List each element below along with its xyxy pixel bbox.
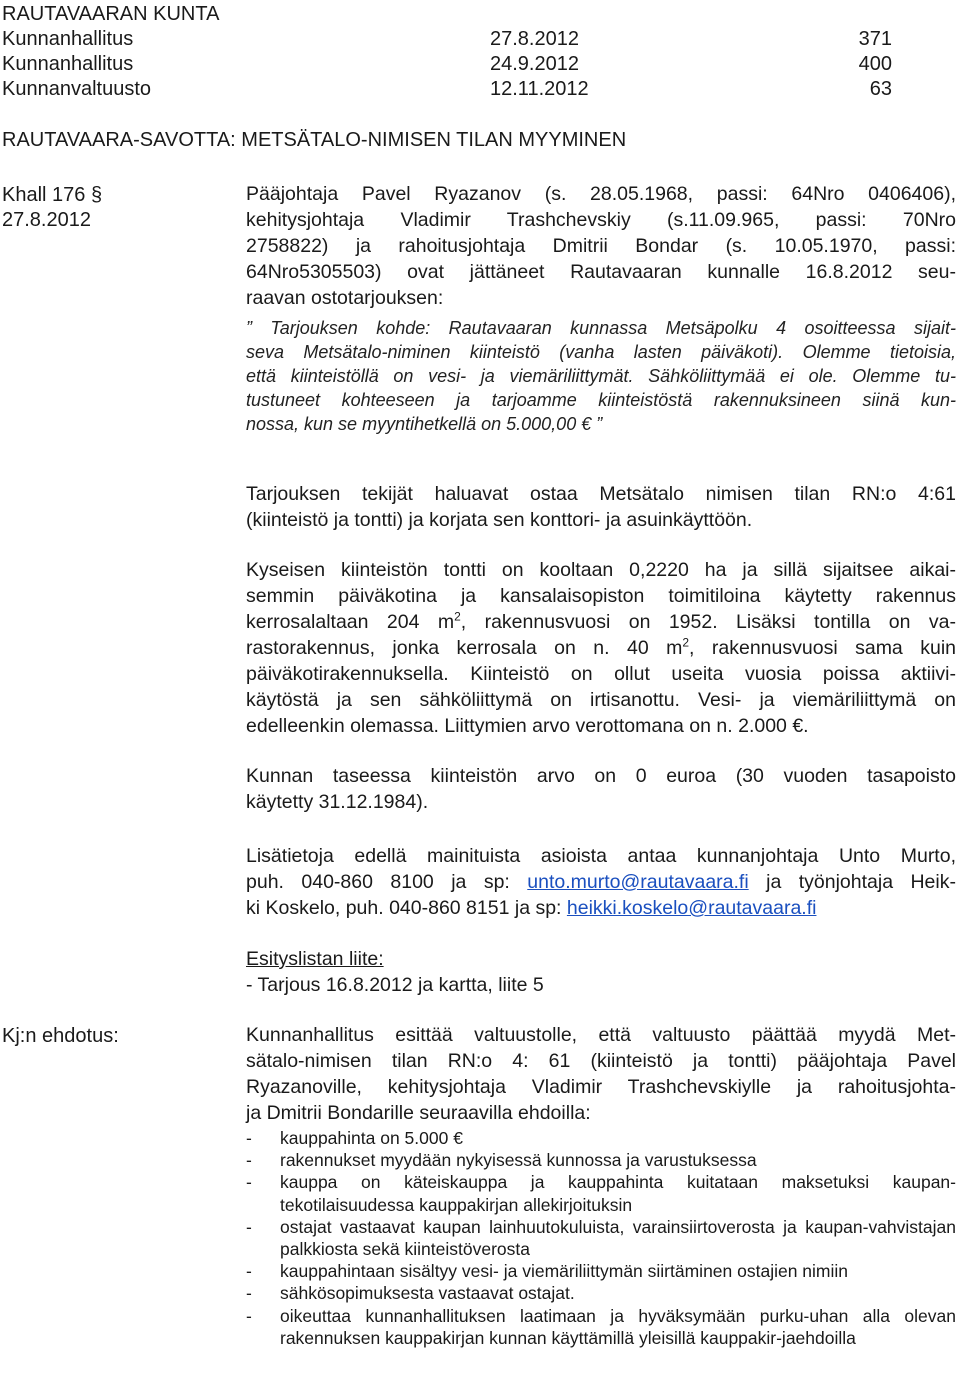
intro-paragraph: [246, 181, 956, 311]
meeting-date: 24.9.2012: [490, 53, 579, 75]
text-line: raavan ostotarjouksen:: [246, 287, 444, 309]
contact-paragraph: [246, 843, 956, 921]
text-line: Ryazanoville, kehitysjohtaja Vladimir Trashchevskiylle ja rahoitusjohta-: [246, 1076, 956, 1098]
list-item: - rakennukset myydään nykyisessä kunnossa ja varustuksessa: [246, 1150, 757, 1171]
text-fragment: , rakennusvuosi sama kuin: [689, 637, 956, 659]
text-line: Lisätietoja edellä mainituista asioista antaa kunnanjohtaja Unto Murto,: [246, 845, 956, 867]
list-item-text: kauppahintaan sisältyy vesi- ja viemäriliittymän siirtäminen ostajien nimiin: [280, 1261, 849, 1282]
text-line: käytöstä ja sen sähköliittymä on irtisanottu. Vesi- ja viemäriliittymä on: [246, 689, 956, 711]
text-line: [246, 895, 956, 921]
meeting-number: 371: [858, 28, 892, 50]
meeting-number: 400: [858, 53, 892, 75]
text-fragment: rastorakennus, jonka kerrosala on n. 40 m: [246, 637, 683, 659]
list-item: - sähkösopimuksesta vastaavat ostajat.: [246, 1283, 575, 1304]
section-date: 27.8.2012: [2, 209, 91, 231]
meeting-date: 27.8.2012: [490, 28, 579, 50]
text-line: Tarjouksen tekijät haluavat ostaa Metsätalo nimisen tilan RN:o 4:61: [246, 483, 956, 505]
list-item: - kauppahinta on 5.000 €: [246, 1128, 463, 1148]
proposal-intro: [246, 1022, 956, 1126]
text-line: nossa, kun se myyntihetkellä on 5.000,00 € ”: [246, 414, 603, 434]
list-item: - ostajat vastaavat kaupan lainhuutokuluista, varainsiirtoverosta ja kaupan-vahvistajan palkkiosta sekä kiinteistöverosta: [246, 1216, 956, 1260]
meeting-body: Kunnanhallitus: [2, 28, 134, 50]
text-line: (kiinteistö ja tontti) ja korjata sen konttori- ja asuinkäyttöön.: [246, 509, 753, 531]
attachments-item: - Tarjous 16.8.2012 ja kartta, liite 5: [246, 974, 544, 996]
text-line: päiväkotirakennuksella. Kiinteistö on ollut useita vuosia poissa aktiivi-: [246, 663, 956, 685]
document-title: RAUTAVAARA-SAVOTTA: METSÄTALO-NIMISEN TILAN MYYMINEN: [2, 129, 627, 151]
text-fragment: , rakennusvuosi on 1952. Lisäksi tontilla on va-: [460, 611, 956, 633]
list-item-text: oikeuttaa kunnanhallituksen laatimaan ja hyväksymään purku-uhan alla olevan rakennuksen kauppakirjan kunnan käyttämillä yleisillä kauppakir-jaehdoilla: [280, 1305, 956, 1348]
list-item-text: ostajat vastaavat kaupan lainhuutokuluista, varainsiirtoverosta ja kaupan-vahvistajan palkkiosta sekä kiinteistöverosta: [280, 1216, 956, 1260]
text-line: Pääjohtaja Pavel Ryazanov (s. 28.05.1968, passi: 64Nro 0406406),: [246, 183, 956, 205]
email-link-unto[interactable]: unto.murto@rautavaara.fi: [527, 871, 749, 893]
text-line: sätalo-nimisen tilan RN:o 4: 61 (kiinteistö ja tontti) pääjohtaja Pavel: [246, 1050, 956, 1072]
text-fragment: ja työnjohtaja Heik-: [748, 871, 956, 893]
list-item-text: rakennukset myydään nykyisessä kunnossa ja varustuksessa: [280, 1150, 757, 1171]
text-line: ” Tarjouksen kohde: Rautavaaran kunnassa Metsäpolku 4 osoitteessa sijait-: [246, 318, 956, 338]
text-line: kehitysjohtaja Vladimir Trashchevskiy (s.11.09.965, passi: 70Nro: [246, 209, 956, 231]
text-fragment: ki Koskelo, puh. 040-860 8151 ja sp:: [246, 897, 567, 919]
property-paragraph: [246, 557, 956, 739]
text-line: [246, 869, 956, 895]
text-fragment: kerrosalaltaan 204 m: [246, 611, 455, 633]
text-line: 2758822) ja rahoitusjohtaja Dmitrii Bondar (s. 10.05.1970, passi:: [246, 235, 956, 257]
meeting-number: 63: [869, 78, 892, 100]
text-line: Kunnanhallitus esittää valtuustolle, että valtuusto päättää myydä Met-: [246, 1024, 956, 1046]
superscript: 2: [454, 609, 461, 624]
text-line: Kyseisen kiinteistön tontti on kooltaan 0,2220 ha ja sillä sijaitsee aikai-: [246, 559, 956, 581]
attachments-block: [246, 946, 956, 998]
text-line: [246, 635, 956, 661]
list-item-text: kauppa on käteiskauppa ja kauppahinta kuitataan maksetuksi kaupan-tekotilaisuudessa kauppakirjan allekirjoituksin: [280, 1172, 956, 1215]
text-line: 64Nro5305503) ovat jättäneet Rautavaaran kunnalle 16.8.2012 seu-: [246, 261, 956, 283]
list-item: - kauppa on käteiskauppa ja kauppahinta kuitataan maksetuksi kaupan-tekotilaisuudessa kauppakirjan allekirjoituksin: [246, 1172, 956, 1215]
list-item-text: kauppahinta on 5.000 €: [280, 1128, 463, 1148]
list-item-text: sähkösopimuksesta vastaavat ostajat.: [280, 1283, 575, 1304]
organization-name: RAUTAVAARAN KUNTA: [2, 3, 220, 25]
offer-paragraph: [246, 481, 956, 533]
section-label: Khall 176 §: [2, 184, 103, 206]
text-line: seva Metsätalo-niminen kiinteistö (vanha lasten päiväkoti). Olemme tietoisia,: [246, 342, 956, 362]
offer-quote: [246, 316, 956, 436]
list-item: - kauppahintaan sisältyy vesi- ja viemäriliittymän siirtäminen ostajien nimiin: [246, 1261, 849, 1282]
superscript: 2: [682, 635, 690, 650]
meeting-date: 12.11.2012: [490, 78, 589, 100]
email-link-heikki[interactable]: heikki.koskelo@rautavaara.fi: [566, 897, 817, 919]
list-item: - oikeuttaa kunnanhallituksen laatimaan ja hyväksymään purku-uhan alla olevan rakennuksen kauppakirjan kunnan käyttämillä yleisillä kauppakir-jaehdoilla: [246, 1305, 956, 1348]
text-line: Kunnan taseessa kiinteistön arvo on 0 euroa (30 vuoden tasapoisto: [246, 765, 956, 787]
text-line: [246, 609, 956, 635]
attachments-heading: Esityslistan liite:: [246, 948, 384, 970]
text-line: edelleenkin olemassa. Liittymien arvo verottomana on n. 2.000 €.: [246, 715, 809, 737]
text-line: ja Dmitrii Bondarille seuraavilla ehdoilla:: [246, 1102, 591, 1124]
proposal-label: Kj:n ehdotus:: [2, 1025, 119, 1047]
text-line: käytetty 31.12.1984).: [246, 791, 429, 813]
meeting-body: Kunnanvaltuusto: [2, 78, 152, 100]
conditions-list: [246, 1127, 956, 1349]
text-fragment: puh. 040-860 8100 ja sp:: [246, 871, 528, 893]
balance-paragraph: [246, 763, 956, 815]
text-line: että kiinteistöllä on vesi- ja viemäriliittymät. Sähköliittymää ei ole. Olemme tu-: [246, 366, 956, 386]
text-line: tustuneet kohteeseen ja tarjoamme kiinteistöstä rakennuksineen siinä kun-: [246, 390, 956, 410]
text-line: semmin päiväkotina ja kansalaisopiston toimitiloina käytetty rakennus: [246, 585, 956, 607]
meeting-body: Kunnanhallitus: [2, 53, 134, 75]
